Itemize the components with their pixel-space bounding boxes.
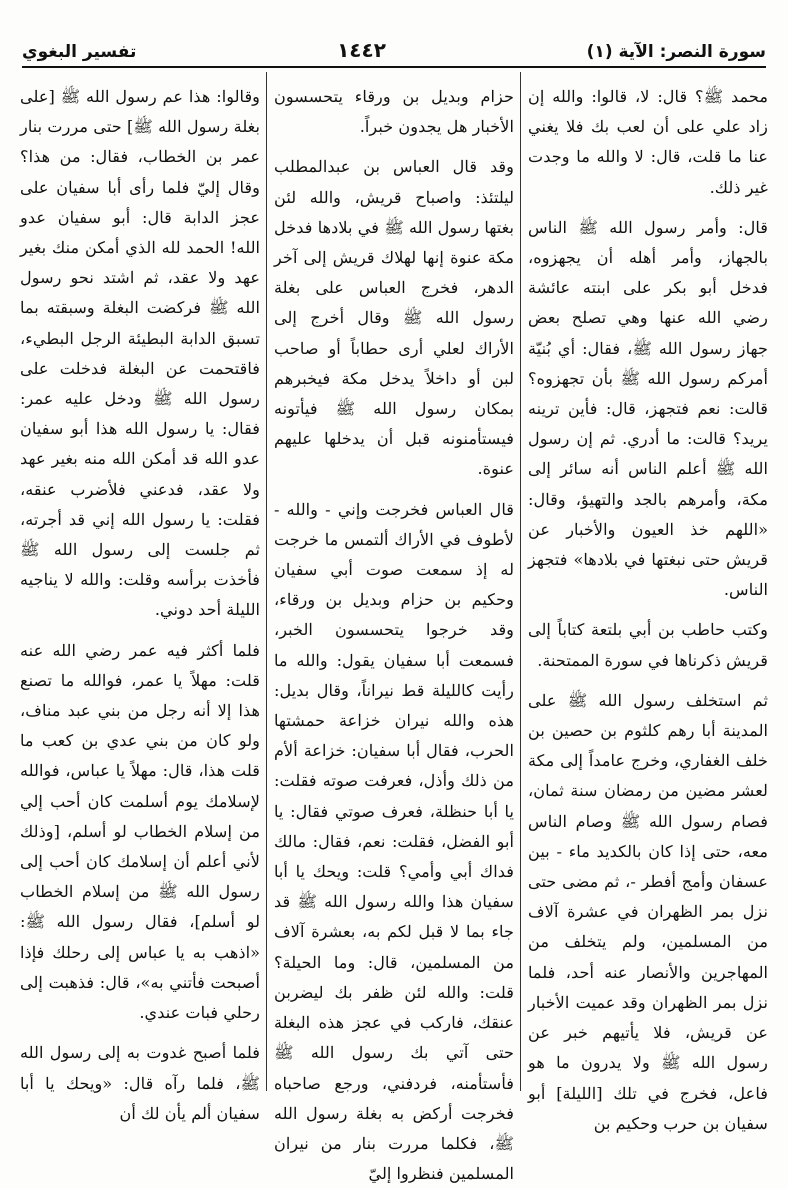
paragraph: وقد قال العباس بن عبدالمطلب ليلتئذ: واصباح قريش، والله لئن بغتها رسول الله ﷺ في بلادها فدخل مكة عنوة إنها لهلاك قريش إلى آخر الدهر، فخرج العباس على بغلة رسول الله ﷺ وقال أخرج إلى الأراك لعلي أرى حطاباً أو صاحب لبن أو داخلاً يدخل مكة فيخبرهم بمكان رسول الله ﷺ فيأتونه فيستأمنونه قبل أن يدخلها عليهم عنوة.	[274, 157, 514, 479]
text-column-left	[20, 82, 260, 1123]
paragraph: محمد ﷺ؟ قال: لا، قالوا: والله إن زاد علي على أن لعب بك فلا يغني عنا ما قلت، قال: لا والله ما وجدت غير ذلك.	[528, 87, 768, 197]
paragraph: فلما أصبح غدوت به إلى رسول الله ﷺ، فلما رآه قال: «ويحك يا أبا سفيان ألم يأن لك أن	[20, 1043, 260, 1123]
paragraph: وكتب حاطب بن أبي بلتعة كتاباً إلى قريش ذكرناها في سورة الممتحنة.	[528, 620, 768, 670]
page-number: ١٤٤٢	[337, 38, 386, 62]
paragraph: وقالوا: هذا عم رسول الله ﷺ [على بغلة رسول الله ﷺ] حتى مررت بنار عمر بن الخطاب، فقال: من هذا؟ وقال إليّ فلما رأى أبا سفيان على عجز الدابة قال: أبو سفيان عدو الله! الحمد لله الذي أمكن منك بغير عهد ولا عقد، ثم اشتد نحو رسول الله ﷺ فركضت البغلة وسبقته بما تسبق الدابة البطيئة الرجل البطيء، فاقتحمت عن البغلة فدخلت على رسول الله ﷺ ودخل عليه عمر: فقال: يا رسول الله هذا أبو سفيان عدو الله قد أمكن الله منه بغير عهد ولا عقد، فدعني فلأضرب عنقه، فقلت: يا رسول الله إني قد أجرته، ثم جلست إلى رسول الله ﷺ فأخذت برأسه وقلت: والله لا يناجيه الليلة أحد دوني.	[20, 87, 260, 620]
paragraph: حزام وبديل بن ورقاء يتحسسون الأخبار هل يجدون خبراً.	[274, 87, 514, 137]
paragraph: ثم استخلف رسول الله ﷺ على المدينة أبا رهم كلثوم بن حصين بن خلف الغفاري، وخرج عامداً إلى مكة لعشر مضين من رمضان سنة ثمان، فصام رسول الله ﷺ وصام الناس معه، حتى إذا كان بالكديد ماء - بين عسفان وأمج أفطر -، ثم مضى حتى نزل بمر الظهران في عشرة آلاف من المسلمين، ولم يتخلف من المهاجرين والأنصار عنه أحد، فلما نزل بمر الظهران وقد عميت الأخبار عن قريش، فلا يأتيهم خبر عن رسول الله ﷺ ولا يدرون ما هو فاعل، فخرج في تلك [الليلة] أبو سفيان بن حرب وحكيم بن	[528, 690, 768, 1133]
column-divider-right	[520, 72, 521, 1091]
text-column-middle	[274, 82, 514, 1184]
paragraph: قال العباس فخرجت وإني - والله - لأطوف في الأراك ألتمس ما خرجت له إذ سمعت صوت أبي سفيان وحكيم بن حزام وبديل بن ورقاء، وقد خرجوا يتحسسون الخبر، فسمعت أبا سفيان يقول: والله ما رأيت كالليلة قط نيراناً، وقال بديل: هذه والله نيران خزاعة حمشتها الحرب، فقال أبا سفيان: خزاعة ألأم من ذلك وأذل، فعرفت صوته فقلت: يا أبا حنظلة، فعرف صوتي فقال: يا أبو الفضل، فقلت: نعم، فقال: مالك فداك أبي وأمي؟ قلت: ويحك يا أبا سفيان هذا والله رسول الله ﷺ قد جاء بما لا قبل لكم به، بعشرة آلاف من المسلمين، قال: وما الحيلة؟ قلت: والله لئن ظفر بك ليضربن عنقك، فاركب في عجز هذه البغلة حتى آتي بك رسول الله ﷺ فأستأمنه، فردفني، ورجع صاحباه فخرجت أركض به بغلة رسول الله ﷺ، فكلما مررت بنار من نيران المسلمين فنظروا إليّ	[274, 499, 514, 1184]
header-surah-ayah: سورة النصر: الآية (١)	[586, 42, 766, 62]
column-divider-left	[266, 72, 267, 1091]
page-header	[22, 32, 766, 62]
header-rule	[22, 66, 766, 68]
header-book-title: تفسير البغوي	[22, 42, 137, 62]
paragraph: قال: وأمر رسول الله ﷺ الناس بالجهاز، وأمر أهله أن يجهزوه، فدخل أبو بكر على ابنته عائشة رضي الله عنها وهي تصلح بعض جهاز رسول الله ﷺ، فقال: أي بُنيّة أمركم رسول الله ﷺ بأن تجهزوه؟ قالت: نعم فتجهز، قال: فأين ترينه يريد؟ قالت: ما أدري. ثم إن رسول الله ﷺ أعلم الناس أنه سائر إلى مكة، وأمرهم بالجد والتهيؤ، وقال: «اللهم خذ العيون والأخبار عن قريش حتى نبغتها في بلادها» فتجهز الناس.	[528, 217, 768, 600]
text-column-right	[528, 82, 768, 1133]
paragraph: فلما أكثر فيه عمر رضي الله عنه قلت: مهلاً يا عمر، فوالله ما تصنع هذا إلا أنه رجل من بني عبد مناف، ولو كان من بني عدي بن كعب ما قلت هذا، قال: مهلاً يا عباس، فوالله لإسلامك يوم أسلمت كان أحب إلي من إسلام الخطاب لو أسلم، [وذلك لأني أعلم أن إسلامك كان أحب إلى رسول الله ﷺ من إسلام الخطاب لو أسلم]، فقال رسول الله ﷺ: «اذهب به يا عباس إلى رحلك فإذا أصبحت فأتني به»، قال: فذهبت إلى رحلي فبات عندي.	[20, 640, 260, 1023]
